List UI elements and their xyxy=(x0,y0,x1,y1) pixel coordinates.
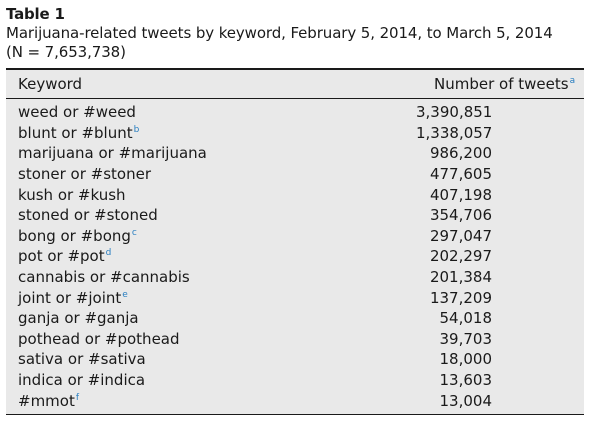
row-count: 354,706 xyxy=(429,206,492,225)
table-row xyxy=(6,370,584,391)
row-keyword: bong or #bong xyxy=(18,226,131,245)
table-body xyxy=(6,99,584,414)
row-count: 202,297 xyxy=(429,247,492,266)
row-count: 137,209 xyxy=(429,288,492,307)
row-count: 54,018 xyxy=(439,309,492,328)
row-keyword-cell xyxy=(6,289,416,307)
table-bottom-rule xyxy=(6,414,584,415)
table-figure xyxy=(6,4,586,415)
table-row xyxy=(6,143,584,164)
table-label: Table 1 xyxy=(6,5,65,23)
row-keyword-cell xyxy=(6,371,416,389)
row-keyword: indica or #indica xyxy=(18,371,146,390)
table-row xyxy=(6,308,584,329)
row-keyword: pothead or #pothead xyxy=(18,329,180,348)
header-count-label: Number of tweets xyxy=(434,75,569,93)
row-keyword-cell xyxy=(6,247,416,265)
table-header-row xyxy=(6,70,584,99)
row-keyword-cell xyxy=(6,227,416,245)
row-count: 1,338,057 xyxy=(416,123,493,142)
header-count xyxy=(416,75,576,93)
footnote-marker: b xyxy=(133,124,140,135)
footnote-marker: f xyxy=(75,392,80,403)
row-keyword-cell xyxy=(6,268,416,286)
caption-line-2: (N = 7,653,738) xyxy=(6,43,126,61)
row-keyword-cell xyxy=(6,309,416,327)
footnote-marker: e xyxy=(122,289,128,300)
row-keyword-cell xyxy=(6,165,416,183)
table-row xyxy=(6,349,584,370)
table-row xyxy=(6,164,584,185)
table-row xyxy=(6,390,584,411)
row-keyword: weed or #weed xyxy=(18,103,136,122)
table-row xyxy=(6,226,584,247)
row-count: 407,198 xyxy=(429,185,492,204)
caption-line-1: Marijuana-related tweets by keyword, February 5, 2014, to March 5, 2014 xyxy=(6,24,553,42)
row-count: 3,390,851 xyxy=(416,103,493,122)
table-row xyxy=(6,267,584,288)
row-count: 201,384 xyxy=(429,268,492,287)
row-keyword-cell xyxy=(6,350,416,368)
row-keyword: joint or #joint xyxy=(18,288,122,307)
row-keyword: blunt or #blunt xyxy=(18,123,133,142)
row-count: 13,004 xyxy=(439,391,492,410)
row-keyword: #mmot xyxy=(18,391,75,410)
footnote-marker: c xyxy=(131,227,137,238)
row-keyword: marijuana or #marijuana xyxy=(18,144,207,163)
table-caption xyxy=(6,24,586,62)
data-table xyxy=(6,68,584,415)
row-count: 13,603 xyxy=(439,371,492,390)
row-count: 297,047 xyxy=(429,226,492,245)
header-keyword: Keyword xyxy=(18,75,83,93)
row-keyword: stoner or #stoner xyxy=(18,165,152,184)
row-count: 477,605 xyxy=(429,165,492,184)
row-keyword: cannabis or #cannabis xyxy=(18,268,190,287)
row-keyword-cell xyxy=(6,124,416,142)
row-count: 18,000 xyxy=(439,350,492,369)
footnote-marker: a xyxy=(569,76,576,86)
row-keyword: stoned or #stoned xyxy=(18,206,158,225)
table-row xyxy=(6,184,584,205)
row-keyword: sativa or #sativa xyxy=(18,350,146,369)
row-keyword-cell xyxy=(6,186,416,204)
row-keyword-cell xyxy=(6,330,416,348)
table-row xyxy=(6,205,584,226)
row-keyword: kush or #kush xyxy=(18,185,126,204)
row-keyword: ganja or #ganja xyxy=(18,309,139,328)
row-keyword-cell xyxy=(6,206,416,224)
row-count: 39,703 xyxy=(439,329,492,348)
row-keyword: pot or #pot xyxy=(18,247,105,266)
table-row xyxy=(6,102,584,123)
table-row xyxy=(6,287,584,308)
row-keyword-cell xyxy=(6,144,416,162)
table-row xyxy=(6,329,584,350)
row-keyword-cell xyxy=(6,392,416,410)
row-keyword-cell xyxy=(6,103,416,121)
row-count: 986,200 xyxy=(429,144,492,163)
table-row xyxy=(6,123,584,144)
table-row xyxy=(6,246,584,267)
footnote-marker: d xyxy=(105,248,112,259)
